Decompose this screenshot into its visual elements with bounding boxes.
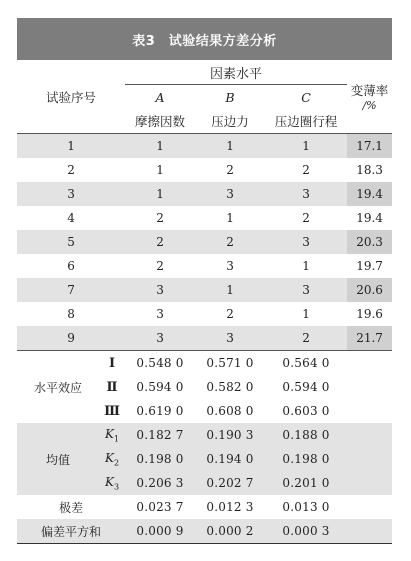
effect-cell: 0.594 0: [282, 380, 330, 394]
deviation-label: 偏差平方和: [17, 519, 125, 544]
header-seq: 试验序号: [17, 60, 125, 134]
table-row: [17, 278, 392, 302]
row-factor-b: 2: [226, 163, 234, 177]
deviation-cell: 0.000 3: [265, 519, 347, 544]
table-row: [17, 302, 392, 326]
row-factor-b: 3: [226, 259, 234, 273]
row-factor-b: 3: [195, 182, 265, 206]
row-factor-a: 2: [156, 211, 164, 225]
header-factor-level: 因素水平: [125, 60, 347, 85]
effect-cell: 0.571 0: [195, 351, 265, 376]
mean-cell: 0.201 0: [265, 471, 347, 495]
row-factor-c: 2: [302, 211, 310, 225]
effect-level-2: Ⅱ: [106, 379, 118, 395]
row-factor-b: 2: [226, 307, 234, 321]
header-rate: [347, 60, 392, 134]
factor-a: A: [155, 89, 165, 105]
table-row: [17, 182, 392, 206]
mean-cell: 0.194 0: [195, 447, 265, 471]
mean-label: 均值: [17, 423, 99, 495]
row-seq: 9: [17, 326, 125, 351]
row-factor-a: 3: [125, 278, 195, 302]
row-seq: 1: [17, 134, 125, 159]
row-seq: 8: [67, 307, 75, 321]
row-factor-c: 3: [265, 278, 347, 302]
row-factor-c: 2: [302, 163, 310, 177]
row-factor-b: 1: [226, 211, 234, 225]
effect-cell: 0.619 0: [136, 404, 184, 418]
row-rate: 19.4: [347, 182, 392, 206]
header-rate-label: 变薄率: [350, 83, 389, 98]
factor-name-c: 压边圈行程: [265, 109, 347, 134]
row-rate: 21.7: [347, 326, 392, 351]
row-factor-c: 3: [265, 230, 347, 254]
range-label: 极差: [59, 500, 84, 515]
mean-cell: 0.198 0: [125, 447, 195, 471]
mean-cell: 0.206 3: [125, 471, 195, 495]
mean-symbol-k2: [99, 447, 125, 471]
results-table: [17, 60, 392, 544]
mean-symbol-k1: [99, 423, 125, 447]
effect-cell: 0.548 0: [125, 351, 195, 376]
row-factor-c: 1: [302, 259, 310, 273]
factor-b: B: [225, 89, 235, 105]
row-seq: 2: [67, 163, 75, 177]
row-factor-a: 1: [125, 134, 195, 159]
row-seq: 7: [17, 278, 125, 302]
row-factor-c: 1: [265, 134, 347, 159]
row-rate: 19.4: [356, 211, 383, 225]
effect-level-1: Ⅰ: [99, 351, 125, 376]
row-rate: 17.1: [347, 134, 392, 159]
factor-name-a: 摩擦因数: [125, 109, 195, 134]
row-rate: 19.7: [356, 259, 383, 273]
mean-symbol-letter: K: [104, 426, 114, 441]
table-row: [17, 230, 392, 254]
row-factor-a: 3: [156, 307, 164, 321]
row-factor-b: 2: [195, 230, 265, 254]
effect-cell: 0.564 0: [265, 351, 347, 376]
row-factor-a: 3: [125, 326, 195, 351]
effect-cell: 0.608 0: [206, 404, 254, 418]
mean-symbol-sub: 3: [113, 482, 120, 492]
row-factor-a: 2: [156, 259, 164, 273]
mean-cell: 0.188 0: [265, 423, 347, 447]
effect-cell: 0.594 0: [136, 380, 184, 394]
row-rate: 20.6: [347, 278, 392, 302]
mean-cell: 0.182 7: [125, 423, 195, 447]
mean-cell: 0.202 7: [195, 471, 265, 495]
table-title: 表3 试验结果方差分析: [17, 18, 392, 60]
mean-cell: 0.190 3: [195, 423, 265, 447]
row-factor-b: 1: [195, 278, 265, 302]
mean-symbol-letter: K: [104, 450, 114, 465]
effect-label: 水平效应: [17, 351, 99, 424]
row-factor-c: 3: [265, 182, 347, 206]
table-container: [17, 18, 392, 544]
row-factor-a: 1: [156, 163, 164, 177]
factor-name-b: 压边力: [195, 109, 265, 134]
row-factor-c: 2: [265, 326, 347, 351]
row-seq: 3: [17, 182, 125, 206]
range-cell: 0.023 7: [136, 500, 184, 514]
row-rate: 18.3: [356, 163, 383, 177]
row-factor-b: 1: [195, 134, 265, 159]
row-factor-a: 2: [125, 230, 195, 254]
range-cell: 0.013 0: [282, 500, 330, 514]
mean-symbol-sub: 1: [113, 434, 120, 444]
mean-symbol-k3: [99, 471, 125, 495]
mean-cell: 0.198 0: [265, 447, 347, 471]
row-seq: 4: [67, 211, 75, 225]
row-seq: 6: [67, 259, 75, 273]
data-rows: [17, 134, 392, 351]
table-row: [17, 158, 392, 182]
table-row: [17, 134, 392, 159]
row-rate: 20.3: [347, 230, 392, 254]
effect-level-3: Ⅲ: [104, 403, 120, 419]
deviation-cell: 0.000 9: [125, 519, 195, 544]
effect-cell: 0.582 0: [206, 380, 254, 394]
mean-symbol-letter: K: [104, 474, 114, 489]
table-row: [17, 206, 392, 230]
row-rate: 19.6: [356, 307, 383, 321]
effect-cell: 0.603 0: [282, 404, 330, 418]
header-rate-unit: /%: [362, 99, 377, 112]
row-factor-b: 3: [195, 326, 265, 351]
mean-symbol-sub: 2: [113, 458, 120, 468]
deviation-cell: 0.000 2: [195, 519, 265, 544]
row-factor-a: 1: [125, 182, 195, 206]
table-row: [17, 326, 392, 351]
factor-c: C: [301, 89, 311, 105]
table-row: [17, 254, 392, 278]
range-cell: 0.012 3: [206, 500, 254, 514]
row-seq: 5: [17, 230, 125, 254]
row-factor-c: 1: [302, 307, 310, 321]
